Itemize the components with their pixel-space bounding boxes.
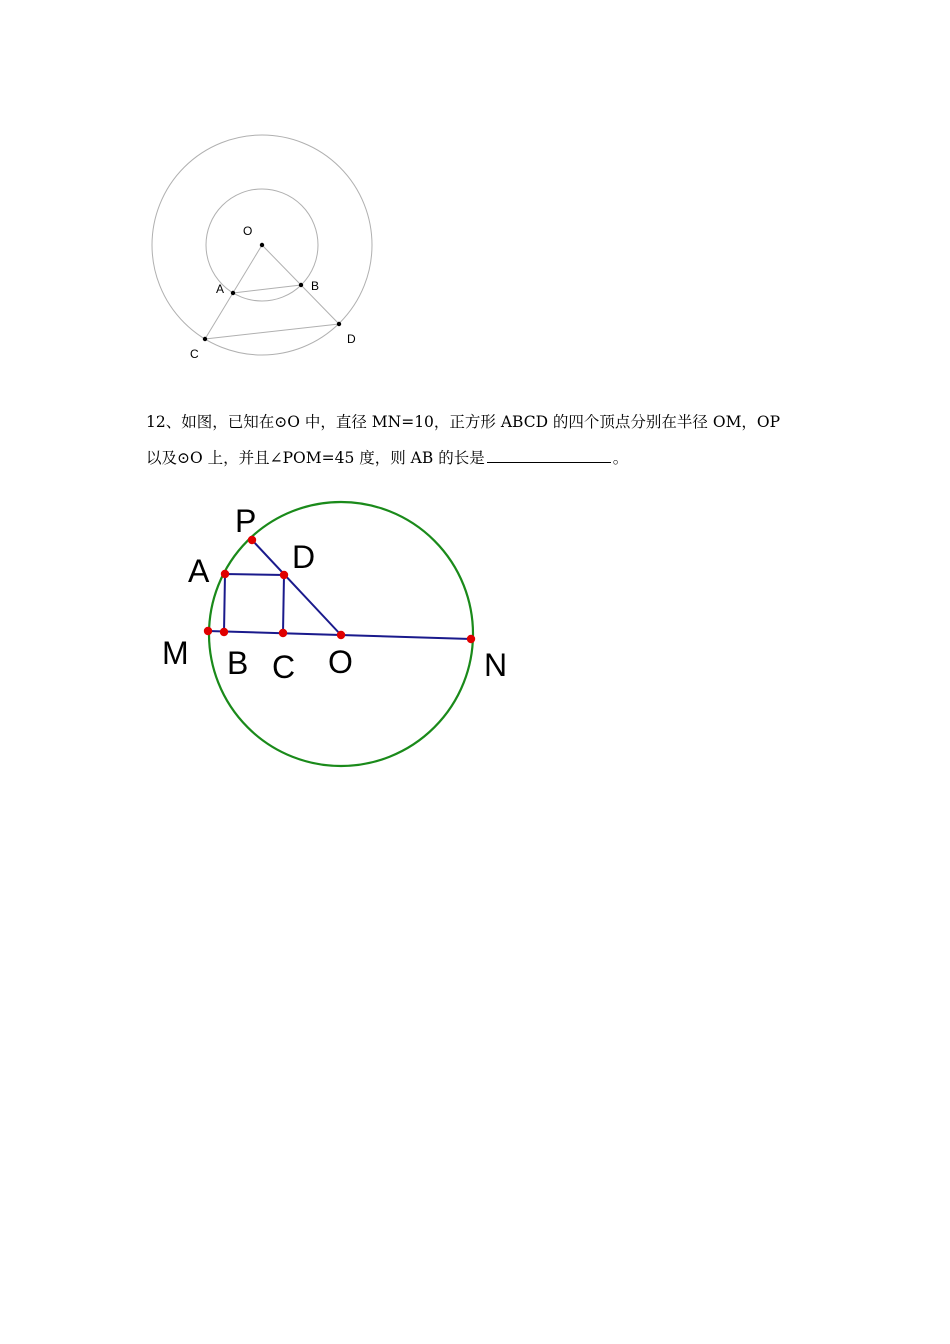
segment-cd: [205, 324, 339, 339]
label-o: O: [328, 644, 353, 680]
problem-12: [146, 404, 826, 476]
label-m: M: [162, 635, 189, 671]
answer-blank[interactable]: [487, 446, 611, 463]
point-m: [204, 627, 212, 635]
circle-square-figure: [150, 495, 530, 780]
label-c: C: [190, 347, 199, 361]
point-a: [231, 291, 235, 295]
point-b: [220, 628, 228, 636]
point-c: [279, 629, 287, 637]
label-a: A: [188, 553, 210, 589]
point-c: [203, 337, 207, 341]
concentric-circles-figure: [140, 125, 390, 375]
problem-12-line-2-text: 以及⊙O 上，并且∠POM=45 度，则 AB 的长是: [146, 449, 485, 467]
label-p: P: [235, 503, 257, 539]
segment-ab: [233, 285, 301, 293]
problem-12-line-2-end: 。: [612, 449, 629, 467]
point-o: [260, 243, 264, 247]
point-d: [280, 571, 288, 579]
label-a: A: [216, 282, 225, 296]
label-d: D: [347, 332, 356, 346]
label-b: B: [311, 279, 320, 293]
label-b: B: [227, 645, 249, 681]
label-c: C: [272, 649, 296, 685]
square-abcd: [224, 574, 284, 633]
point-a: [221, 570, 229, 578]
problem-12-line-2: [146, 440, 826, 476]
point-n: [467, 635, 475, 643]
point-d: [337, 322, 341, 326]
point-o: [337, 631, 345, 639]
label-d: D: [292, 539, 316, 575]
label-o: O: [243, 224, 253, 238]
label-n: N: [484, 647, 508, 683]
point-b: [299, 283, 303, 287]
problem-12-line-1: 12、如图，已知在⊙O 中，直径 MN=10，正方形 ABCD 的四个顶点分别在半径 OM，OP: [146, 413, 781, 431]
